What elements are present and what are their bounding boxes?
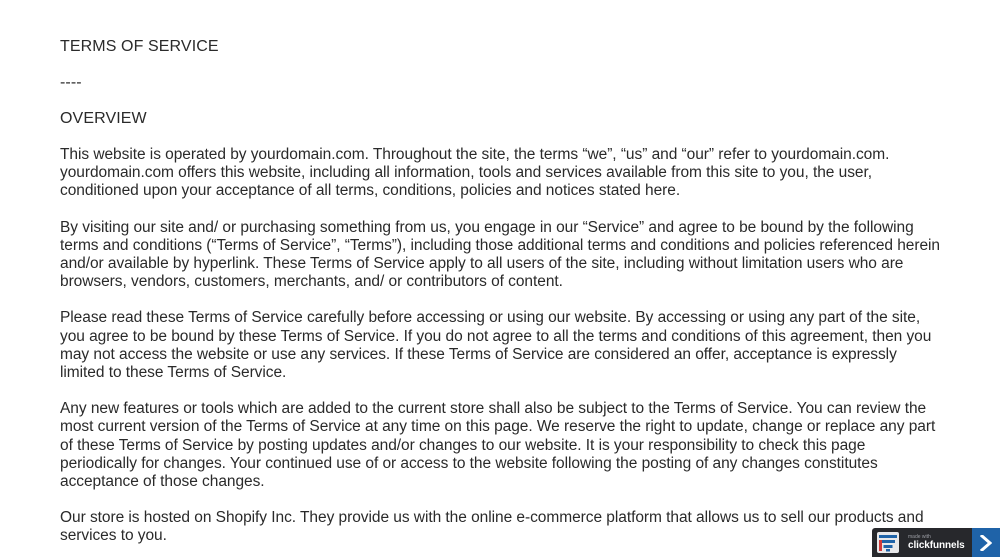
- badge-made-with-label: made with: [908, 534, 931, 540]
- section-heading: OVERVIEW: [60, 110, 147, 127]
- terms-document: [60, 38, 945, 557]
- paragraph-2: By visiting our site and/ or purchasing something from us, you engage in our “Service” and agree to be bound by the following terms and conditions (“Terms of Service”, “Terms”), including those additional terms and conditions and policies referenced herein and/or available by hyperlink. These Terms of Service apply to all users of the site, including without limitation users who are browsers, vendors, customers, merchants, and/ or contributors of content.: [60, 218, 940, 291]
- clickfunnels-logo-icon: [877, 532, 899, 553]
- paragraph-5: Our store is hosted on Shopify Inc. They provide us with the online e-commerce platform that allows us to sell our products and services to you.: [60, 509, 924, 545]
- page-title: TERMS OF SERVICE: [60, 38, 219, 55]
- made-with-clickfunnels-badge[interactable]: [872, 528, 1000, 557]
- chevron-right-icon[interactable]: [972, 528, 1000, 557]
- badge-text: [908, 528, 965, 557]
- paragraph-1: This website is operated by yourdomain.com. Throughout the site, the terms “we”, “us” and “our” refer to yourdomain.com. yourdomain.com offers this website, including all information, tools and services available from this site to you, the user, conditioned upon your acceptance of all terms, conditions, policies and notices stated here.: [60, 146, 890, 200]
- paragraph-4: Any new features or tools which are added to the current store shall also be subject to the Terms of Service. You can review the most current version of the Terms of Service at any time on this page. We reserve the right to update, change or replace any part of these Terms of Service by posting updates and/or changes to our website. It is your responsibility to check this page periodically for changes. Your continued use of or access to the website following the posting of any changes constitutes acceptance of those changes.: [60, 400, 936, 491]
- separator: ----: [60, 74, 82, 91]
- paragraph-3: Please read these Terms of Service carefully before accessing or using our website. By accessing or using any part of the site, you agree to be bound by these Terms of Service. If you do not agree to all the terms and conditions of this agreement, then you may not access the website or use any services. If these Terms of Service are considered an offer, acceptance is expressly limited to these Terms of Service.: [60, 309, 932, 382]
- badge-brand-label: clickfunnels: [908, 540, 965, 551]
